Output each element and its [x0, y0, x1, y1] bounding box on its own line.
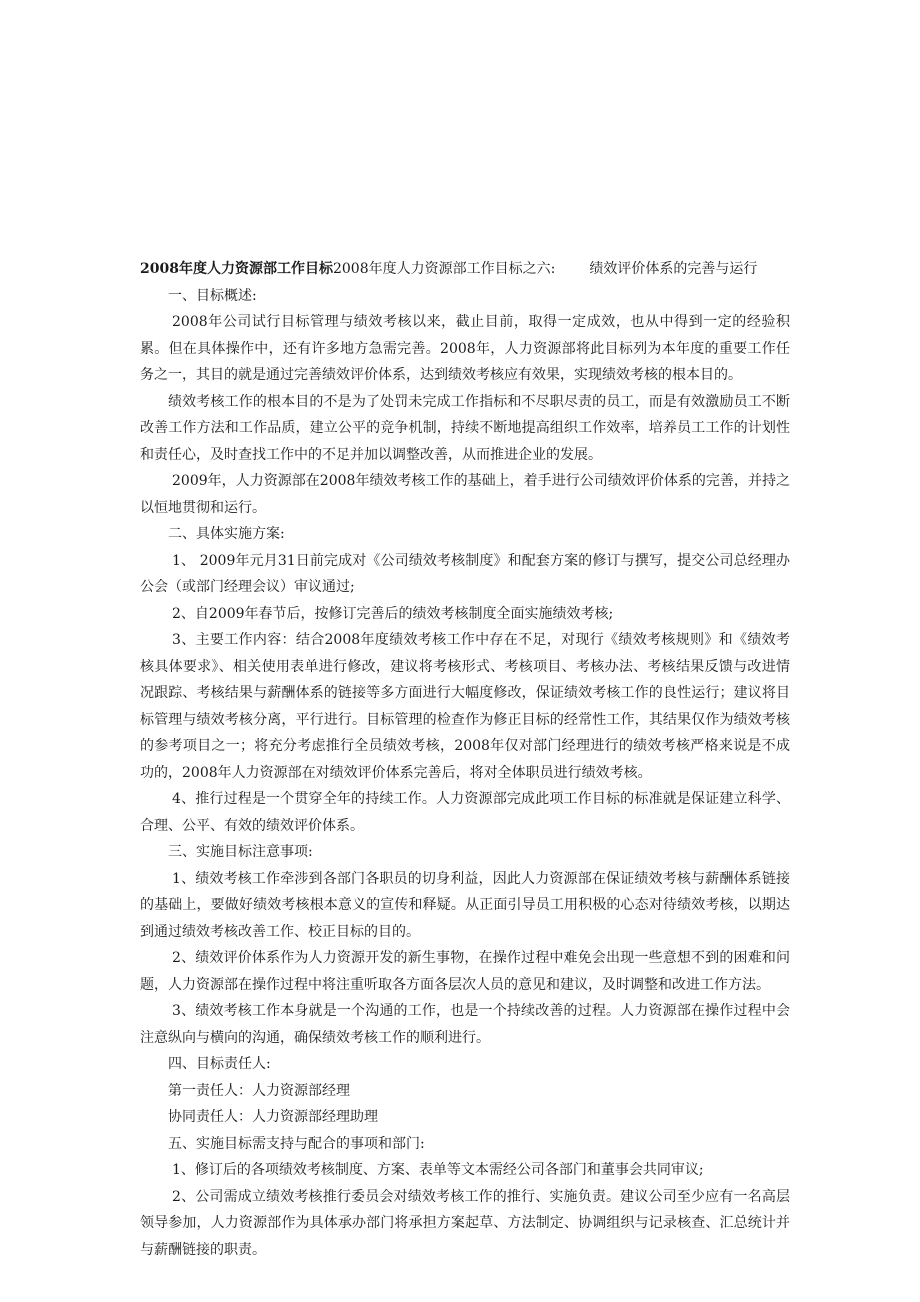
section-heading-4: 四、目标责任人: [168, 1056, 271, 1072]
title-bold: 2008年度人力资源部工作目标 [140, 261, 333, 277]
list-item: 1、修订后的各项绩效考核制度、方案、表单等文本需经公司各部门和董事会共同审议; [172, 1162, 704, 1178]
section-heading-5: 五、实施目标需支持与配合的事项和部门: [168, 1135, 425, 1152]
list-item: 1、 2009年元月31日前完成对《公司绩效考核制度》和配套方案的修订与撰写，提交公司总经理办公会（或部门经理会议）审议通过; [140, 552, 790, 595]
list-item: 4、推行过程是一个贯穿全年的持续工作。人力资源部完成此项工作目标的标准就是保证建立科学、合理、公平、有效的绩效评价体系。 [140, 791, 790, 834]
responsible-assistant: 协同责任人：人力资源部经理助理 [168, 1109, 378, 1125]
section-heading-1: 一、目标概述: [168, 287, 257, 304]
paragraph: 2009年，人力资源部在2008年绩效考核工作的基础上，着手进行公司绩效评价体系的完善，并持之以恒地贯彻和运行。 [140, 473, 790, 516]
list-item: 2、自2009年春节后，按修订完善后的绩效考核制度全面实施绩效考核; [172, 605, 614, 622]
title-subtitle: 2008年度人力资源部工作目标之六: [332, 261, 556, 277]
paragraph: 绩效考核工作的根本目的不是为了处罚未完成工作指标和不尽职尽责的员工，而是有效激励员工不断改善工作方法和工作品质，建立公平的竞争机制，持续不断地提高组织工作效率，培养员工工作的计划性和责任心，及时查找工作中的不足并加以调整改善，从而推进企业的发展。 [140, 393, 790, 463]
list-item: 1、绩效考核工作牵涉到各部门各职员的切身利益，因此人力资源部在保证绩效考核与薪酬体系链接的基础上，要做好绩效考核根本意义的宣传和释疑。从正面引导员工用积极的心态对待绩效考核，以期达到通过绩效考核改善工作、校正目标的目的。 [140, 870, 790, 940]
list-item: 2、公司需成立绩效考核推行委员会对绩效考核工作的推行、实施负责。建议公司至少应有一名高层领导参加，人力资源部作为具体承办部门将承担方案起草、方法制定、协调组织与记录核查、汇总统计并与薪酬链接的职责。 [140, 1188, 790, 1258]
list-item: 2、绩效评价体系作为人力资源开发的新生事物，在操作过程中难免会出现一些意想不到的困难和问题，人力资源部在操作过程中将注重听取各方面各层次人员的意见和建议，及时调整和改进工作方法。 [140, 950, 790, 993]
list-item: 3、主要工作内容：结合2008年度绩效考核工作中存在不足，对现行《绩效考核规则》和《绩效考核具体要求》、相关使用表单进行修改，建议将考核形式、考核项目、考核办法、考核结果反馈与改进情况跟踪、考核结果与薪酬体系的链接等多方面进行大幅度修改，保证绩效考核工作的良性运行；建议将目标管理与绩效考核分离，平行进行。目标管理的检查作为修正目标的经常性工作，其结果仅作为绩效考核的参考项目之一；将充分考虑推行全员绩效考核，2008年仅对部门经理进行的绩效考核严格来说是不成功的，2008年人力资源部在对绩效评价体系完善后，将对全体职员进行绩效考核。 [140, 632, 790, 781]
title-topic: 绩效评价体系的完善与运行 [589, 261, 758, 277]
section-heading-2: 二、具体实施方案: [168, 526, 285, 542]
paragraph: 2008年公司试行目标管理与绩效考核以来，截止目前，取得一定成效，也从中得到一定的经验积累。但在具体操作中，还有许多地方急需完善。2008年，人力资源部将此目标列为本年度的重要工作任务之一，其目的就是通过完善绩效评价体系，达到绩效考核应有效果，实现绩效考核的根本目的。 [140, 314, 790, 383]
document-title [140, 256, 790, 283]
document-page [140, 256, 790, 1263]
section-heading-3: 三、实施目标注意事项: [168, 844, 313, 860]
responsible-primary: 第一责任人：人力资源部经理 [168, 1082, 350, 1099]
list-item: 3、绩效考核工作本身就是一个沟通的工作，也是一个持续改善的过程。人力资源部在操作过程中会注意纵向与横向的沟通，确保绩效考核工作的顺利进行。 [140, 1003, 790, 1046]
